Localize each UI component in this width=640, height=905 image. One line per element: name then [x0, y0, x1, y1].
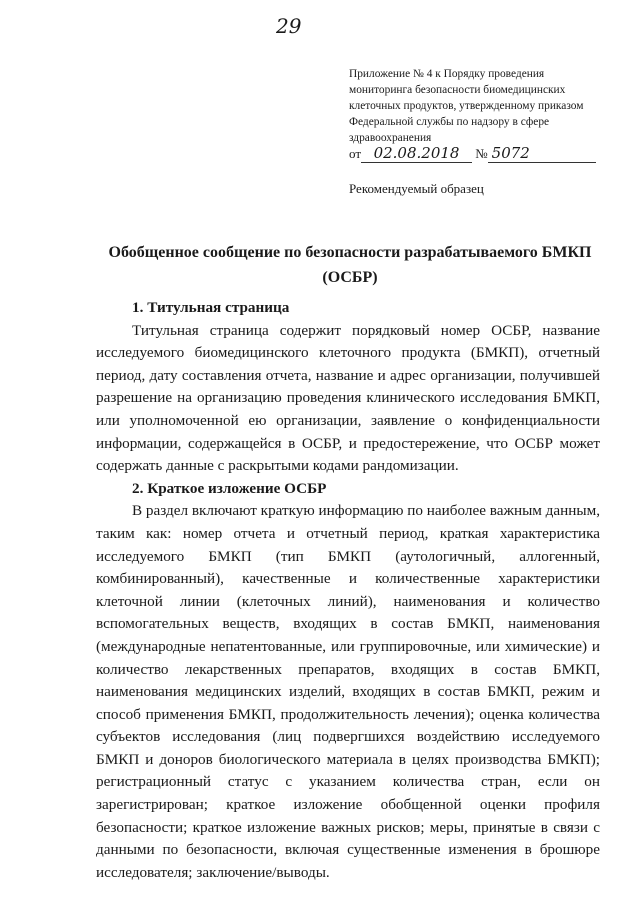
- document-title: [100, 240, 600, 290]
- order-number: 5072: [488, 144, 596, 163]
- section-1-heading: 1. Титульная страница: [132, 299, 290, 316]
- section-2-heading: 2. Краткое изложение ОСБР: [132, 479, 327, 497]
- title-line-2: (ОСБР): [322, 269, 378, 286]
- order-date: 02.08.2018: [361, 144, 472, 163]
- order-from-label: от: [349, 146, 362, 161]
- sample-label: Рекомендуемый образец: [349, 181, 484, 196]
- appendix-note: Приложение № 4 к Порядку проведения мониторинга безопасности биомедицинских клеточных продуктов, утвержденному приказом Федеральной службы по надзору в сфере здравоохранения: [349, 68, 584, 144]
- page-number: 29: [276, 14, 302, 38]
- order-number-label: №: [475, 146, 488, 161]
- section-2-text: В раздел включают краткую информацию по наиболее важным данным, таким как: номер отчета и отчетный период, краткая характеристика исследуемого БМКП (тип БМКП (аутологичный, аллогенный, комбинированный), качественные и количественные характеристики клеточной линии (клеточных линий), наименования и количество вспомогательных веществ, входящих в состав БМКП, наименования (международные непатентованные, или группировочные, или химические) и количество лекарственных препаратов, входящих в состав БМКП, наименования медицинских изделий, входящих в состав БМКП, режим и способ применения БМКП, продолжительность лечения); оценка количества субъектов исследования (лиц подвергшихся воздействию исследуемого БМКП и доноров биологического материала в целях производства БМКП); регистрационный статус с указанием количества стран, если он зарегистрирован; краткое изложение обобщенной оценки профиля безопасности; краткое изложение важных рисков; меры, принятые в связи с данными по безопасности, включая существенные изменения в брошюре исследователя; заключение/выводы.: [96, 502, 601, 881]
- order-reference: [349, 144, 596, 163]
- document-body: [96, 297, 600, 884]
- title-line-1: Обобщенное сообщение по безопасности разрабатываемого БМКП: [108, 244, 592, 261]
- section-1-text: Титульная страница содержит порядковый номер ОСБР, название исследуемого биомедицинского клеточного продукта (БМКП), отчетный период, дату составления отчета, название и адрес организации, получившей разрешение на организацию проведения клинического исследования БМКП, или уполномоченной ею организации, заявление о конфиденциальности информации, содержащейся в ОСБР, и предостережение, что ОСБР может содержать данные с раскрытыми кодами рандомизации.: [96, 321, 600, 475]
